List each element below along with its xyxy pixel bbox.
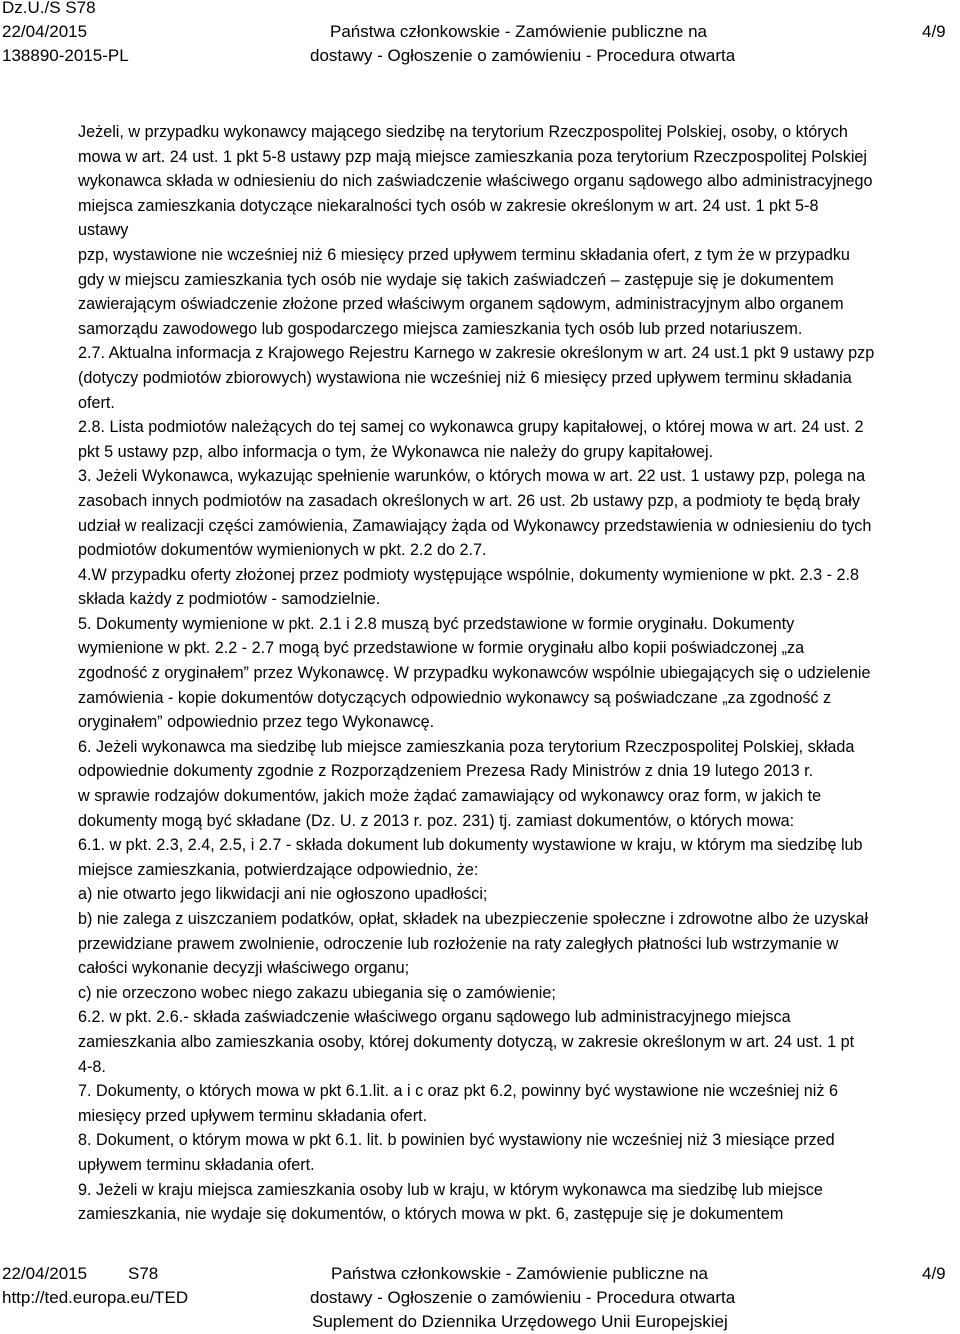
- text-line: 6.2. w pkt. 2.6.- składa zaświadczenie właściwego organu sądowego lub administracyjnego miejsca: [78, 1008, 791, 1027]
- text-line: 6.1. w pkt. 2.3, 2.4, 2.5, i 2.7 - składa dokument lub dokumenty wystawione w kraju, w którym ma siedzibę lub: [78, 836, 863, 855]
- text-line: 2.8. Lista podmiotów należących do tej samej co wykonawca grupy kapitałowej, o której mowa w art. 24 ust. 2: [78, 418, 864, 437]
- footer-title-line1: Państwa członkowskie - Zamówienie publiczne na: [331, 1264, 709, 1283]
- notice-id: 138890-2015-PL: [2, 46, 129, 65]
- text-line: zamówienia - kopie dokumentów dotyczących odpowiednio wykonawcy są poświadczane „za zgodność z: [78, 688, 832, 707]
- text-line: 4.W przypadku oferty złożonej przez podmioty występujące wspólnie, dokumenty wymienione w pkt. 2.3 - 2.8: [78, 565, 859, 584]
- document-body: [78, 120, 958, 1227]
- text-line: 7. Dokumenty, o których mowa w pkt 6.1.lit. a i c oraz pkt 6.2, powinny być wystawione nie wcześniej niż 6: [78, 1082, 838, 1101]
- journal-ref: Dz.U./S S78: [2, 0, 96, 17]
- text-line: wymienione w pkt. 2.2 - 2.7 mogą być przedstawione w formie oryginału albo kopii poświadczonej „za: [78, 639, 805, 658]
- header-title-line2: dostawy - Ogłoszenie o zamówieniu - Procedura otwarta: [310, 46, 736, 65]
- text-line: podmiotów dokumentów wymienionych w pkt. 2.2 do 2.7.: [78, 541, 487, 560]
- text-line: udział w realizacji części zamówienia, Zamawiający żąda od Wykonawcy przedstawienia w odniesieniu do tych: [78, 516, 872, 535]
- text-line: miejsca zamieszkania dotyczące niekaralności tych osób w zakresie określonym w art. 24 ust. 1 pkt 5-8: [78, 196, 819, 215]
- text-line: (dotyczy podmiotów zbiorowych) wystawiona nie wcześniej niż 6 miesięcy przed upływem terminu składania: [78, 368, 852, 387]
- text-line: 3. Jeżeli Wykonawca, wykazując spełnienie warunków, o których mowa w art. 22 ust. 1 ustawy pzp, polega na: [78, 467, 866, 486]
- footer-date: 22/04/2015: [2, 1264, 88, 1283]
- text-line: zgodność z oryginałem” przez Wykonawcę. W przypadku wykonawców wspólnie ubiegających się o udzielenie: [78, 664, 871, 683]
- text-line: a) nie otwarto jego likwidacji ani nie ogłoszono upadłości;: [78, 885, 488, 904]
- text-line: całości wykonanie decyzji właściwego organu;: [78, 959, 410, 978]
- text-line: pzp, wystawione nie wcześniej niż 6 miesięcy przed upływem terminu składania ofert, z tym że w przypadku: [78, 245, 850, 264]
- text-line: b) nie zalega z uiszczaniem podatków, opłat, składek na ubezpieczenie społeczne i zdrowotne albo że uzyskał: [78, 910, 869, 928]
- text-line: zamieszkania, nie wydaje się dokumentów, o których mowa w pkt. 6, zastępuje się je dokumentem: [78, 1205, 784, 1224]
- header-date: 22/04/2015: [2, 22, 88, 41]
- text-line: dokumenty mogą być składane (Dz. U. z 2013 r. poz. 231) tj. zamiast dokumentów, o których mowa:: [78, 811, 795, 830]
- text-line: ofert.: [78, 393, 115, 412]
- text-line: samorządu zawodowego lub gospodarczego miejsca zamieszkania tych osób lub przed notariuszem.: [78, 319, 803, 338]
- text-line: składa każdy z podmiotów - samodzielnie.: [78, 590, 381, 609]
- text-line: 2.7. Aktualna informacja z Krajowego Rejestru Karnego w zakresie określonym w art. 24 ust.1 pkt 9 ustawy pzp: [78, 344, 875, 363]
- text-line: 4-8.: [78, 1057, 106, 1076]
- text-line: przewidziane prawem zwolnienie, odroczenie lub rozłożenie na raty zaległych płatności lub wstrzymanie w: [78, 934, 839, 953]
- text-line: oryginałem” odpowiednio przez tego Wykonawcę.: [78, 713, 435, 732]
- text-line: Jeżeli, w przypadku wykonawcy mającego siedzibę na terytorium Rzeczpospolitej Polskiej, osoby, o których: [78, 123, 848, 141]
- footer-page-number: 4/9: [922, 1264, 946, 1283]
- text-line: 9. Jeżeli w kraju miejsca zamieszkania osoby lub w kraju, w którym wykonawca ma siedzibę lub miejsce: [78, 1180, 823, 1199]
- text-line: 6. Jeżeli wykonawca ma siedzibę lub miejsce zamieszkania poza terytorium Rzeczpospolitej Polskiej, składa: [78, 737, 855, 756]
- text-line: miesięcy przed upływem terminu składania ofert.: [78, 1106, 428, 1125]
- text-line: mowa w art. 24 ust. 1 pkt 5-8 ustawy pzp mają miejsce zamieszkania poza terytorium Rzeczpospolitej Polskiej: [78, 147, 868, 166]
- text-line: c) nie orzeczono wobec niego zakazu ubiegania się o zamówienie;: [78, 983, 556, 1002]
- footer-series: S78: [128, 1264, 159, 1283]
- header-title-line1: Państwa członkowskie - Zamówienie publiczne na: [330, 22, 708, 41]
- footer-title-line3: Suplement do Dziennika Urzędowego Unii Europejskiej: [312, 1312, 728, 1331]
- text-line: w sprawie rodzajów dokumentów, jakich może żądać zamawiający od wykonawcy oraz form, w jakich te: [78, 787, 822, 806]
- text-line: zasobach innych podmiotów na zasadach określonych w art. 26 ust. 2b ustawy pzp, a podmioty te będą brały: [78, 491, 860, 510]
- text-line: miejsce zamieszkania, potwierdzające odpowiednio, że:: [78, 860, 479, 879]
- text-line: odpowiednie dokumenty zgodnie z Rozporządzeniem Prezesa Rady Ministrów z dnia 19 lutego 2013 r.: [78, 762, 814, 781]
- text-line: zawierającym oświadczenie złożone przed właściwym organem sądowym, administracyjnym albo organem: [78, 295, 844, 314]
- text-line: ustawy: [78, 221, 129, 240]
- text-line: upływem terminu składania ofert.: [78, 1155, 315, 1174]
- text-line: wykonawca składa w odniesieniu do nich zaświadczenie właściwego organu sądowego albo administracyjnego: [78, 172, 873, 191]
- text-line: zamieszkania albo zamieszkania osoby, której dokumenty dotyczą, w zakresie określonym w art. 24 ust. 1 pt: [78, 1032, 855, 1051]
- text-line: 8. Dokument, o którym mowa w pkt 6.1. lit. b powinien być wystawiony nie wcześniej niż 3 miesiące przed: [78, 1131, 835, 1150]
- text-line: pkt 5 ustawy pzp, albo informacja o tym, że Wykonawca nie należy do grupy kapitałowej.: [78, 442, 714, 461]
- text-line: 5. Dokumenty wymienione w pkt. 2.1 i 2.8 muszą być przedstawione w formie oryginału. Dokumenty: [78, 614, 795, 633]
- footer-url[interactable]: http://ted.europa.eu/TED: [2, 1288, 189, 1307]
- footer-title-line2: dostawy - Ogłoszenie o zamówieniu - Procedura otwarta: [310, 1288, 736, 1307]
- header-page-number: 4/9: [922, 22, 946, 41]
- text-line: gdy w miejscu zamieszkania tych osób nie wydaje się takich zaświadczeń – zastępuje się je dokumentem: [78, 270, 834, 289]
